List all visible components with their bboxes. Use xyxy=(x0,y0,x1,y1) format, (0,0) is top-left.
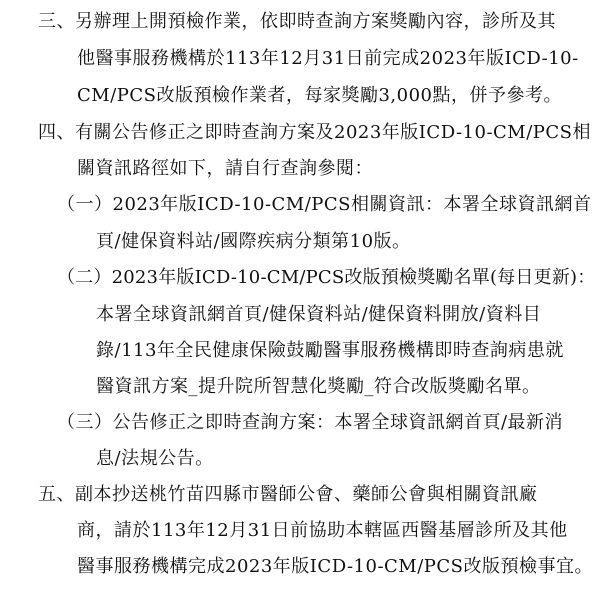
item-3-line-2: 他醫事服務機構於113年12月31日前完成2023年版ICD-10- xyxy=(77,48,579,69)
item-3-line-1: 三、另辦理上開預檢作業，依即時查詢方案獎勵內容，診所及其 xyxy=(38,11,556,32)
subitem-2-line-2: 本署全球資訊網首頁/健保資料站/健保資料開放/資料目 xyxy=(96,304,542,325)
item-5-line-2: 商，請於113年12月31日前協助本轄區西醫基層診所及其他 xyxy=(77,520,568,541)
subitem-1-line-1: （一）2023年版ICD-10-CM/PCS相關資訊：本署全球資訊網首 xyxy=(57,194,592,215)
item-5-line-3: 醫事服務機構完成2023年版ICD-10-CM/PCS改版預檢事宜。 xyxy=(77,556,594,577)
subitem-3-line-1: （三）公告修正之即時查詢方案：本署全球資訊網首頁/最新消 xyxy=(57,412,564,433)
subitem-2-line-3: 錄/113年全民健康保險鼓勵醫事服務機構即時查詢病患就 xyxy=(96,340,564,361)
item-3-line-3: CM/PCS改版預檢作業者，每家獎勵3,000點，併予參考。 xyxy=(77,85,563,106)
item-5-line-1: 五、副本抄送桃竹苗四縣市醫師公會、藥師公會與相關資訊廠 xyxy=(38,484,538,505)
subitem-2-line-4: 醫資訊方案_提升院所智慧化獎勵_符合改版獎勵名單。 xyxy=(96,376,541,397)
item-4-line-2: 關資訊路徑如下，請自行查詢參閱： xyxy=(77,158,373,179)
subitem-2-line-1: （二）2023年版ICD-10-CM/PCS改版預檢獎勵名單(每日更新)： xyxy=(57,267,596,288)
subitem-1-line-2: 頁/健保資料站/國際疾病分類第10版。 xyxy=(96,231,411,252)
subitem-3-line-2: 息/法規公告。 xyxy=(96,448,214,469)
item-4-line-1: 四、有關公告修正之即時查詢方案及2023年版ICD-10-CM/PCS相 xyxy=(38,122,592,143)
